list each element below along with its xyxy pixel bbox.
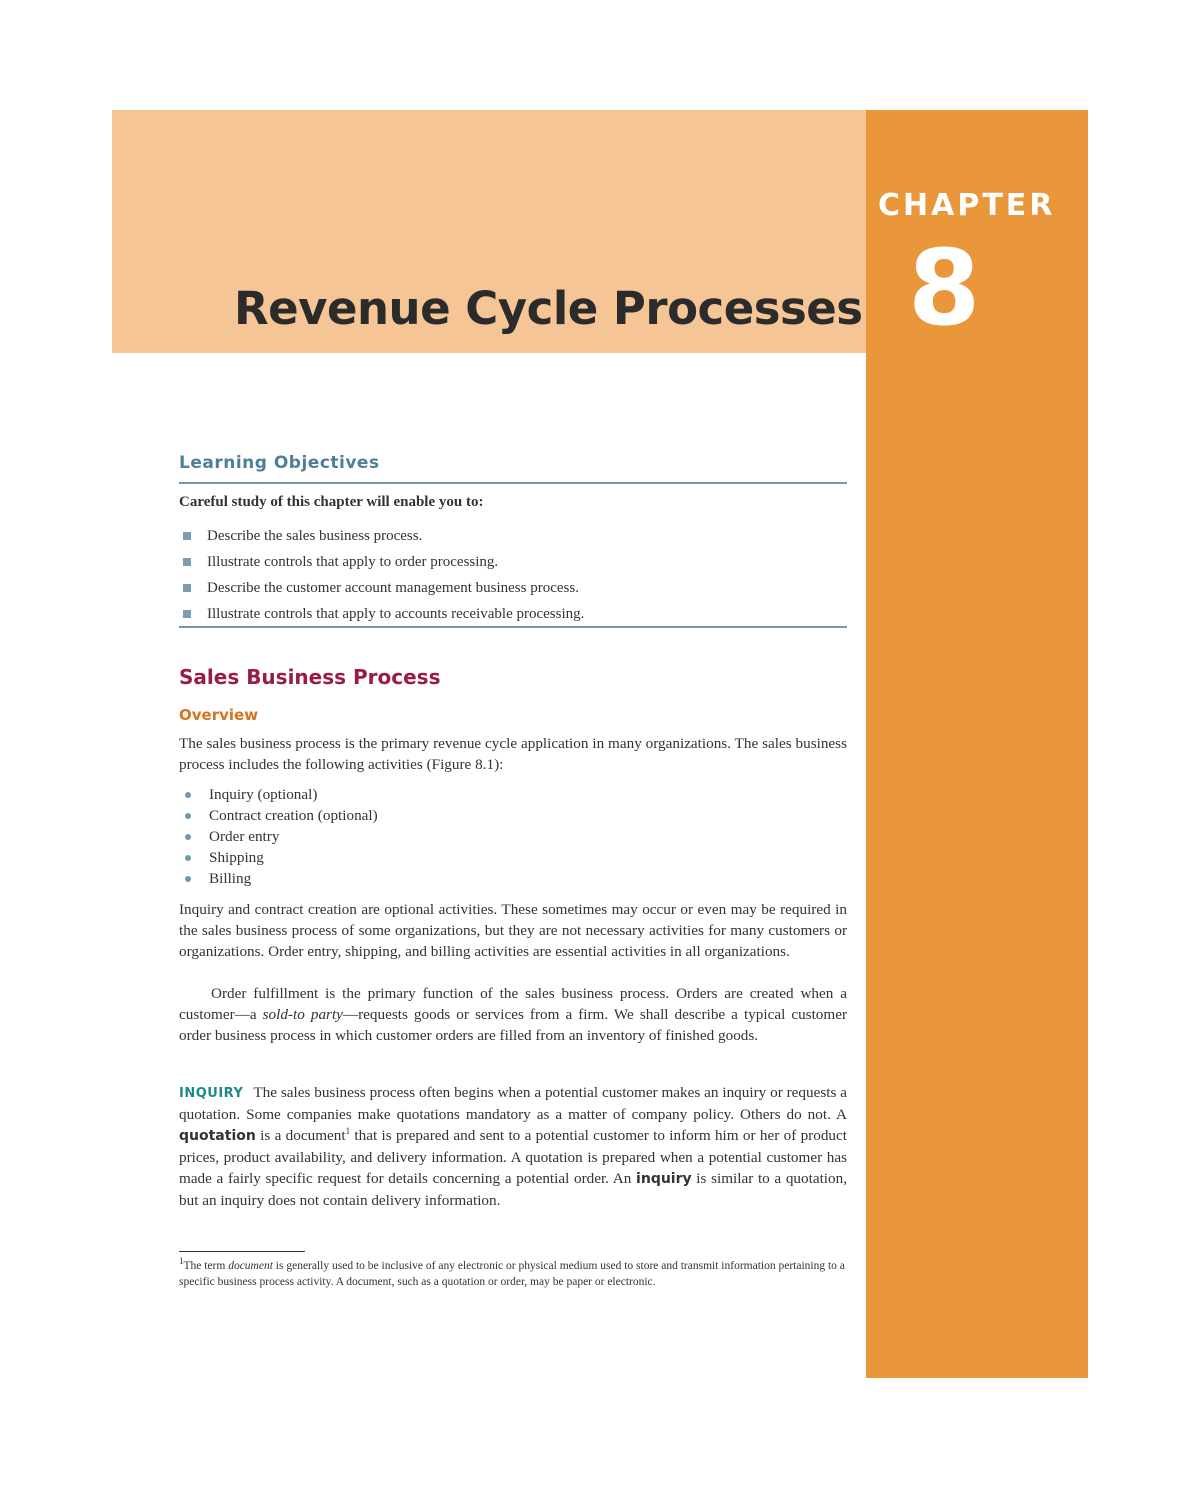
footnote-emphasis: document [228, 1260, 273, 1272]
chapter-label: CHAPTER [878, 188, 1056, 223]
intro-paragraph: The sales business process is the primary revenue cycle application in many organizations. The sales business process includes the following activities (Figure 8.1): [179, 735, 847, 773]
objectives-bottom-rule [179, 626, 847, 628]
emphasis-term: sold-to party [262, 1006, 343, 1023]
activity-item: Inquiry (optional) [179, 784, 847, 805]
keyword-quotation: quotation [179, 1128, 256, 1144]
objectives-top-rule [179, 482, 847, 484]
round-bullet-icon [185, 834, 191, 840]
activity-item: Shipping [179, 847, 847, 868]
inquiry-paragraph: INQUIRY The sales business process often begins when a potential customer makes an inquiry or requests a quotation. Some companies make quotations mandatory as a matter of company policy. Others do not. A quotation is a document$^1$ that is prepared and sent to a potential customer to inform him or her of product prices, product availability, and delivery information. A quotation is prepared when a potential customer has made a fairly specific request for details concerning a potential order. An inquiry is similar to a quotation, but an inquiry does not contain delivery information. [179, 1084, 848, 1209]
footnote: $^1$The term document is generally used to be inclusive of any electronic or physical medium used to store and transmit information pertaining to a specific business process activity. A document, such as a quotation or order, may be paper or electronic. [179, 1256, 845, 1288]
chapter-number: 8 [908, 227, 981, 349]
activity-item: Billing [179, 868, 847, 889]
square-bullet-icon [183, 584, 191, 592]
learning-objectives-intro: Careful study of this chapter will enable you to: [179, 494, 484, 510]
objective-item: Describe the customer account management business process. [179, 575, 847, 601]
objective-item: Illustrate controls that apply to order processing. [179, 549, 847, 575]
learning-objectives-heading: Learning Objectives [179, 453, 380, 473]
activity-item: Contract creation (optional) [179, 805, 847, 826]
objective-item: Illustrate controls that apply to accounts receivable processing. [179, 601, 847, 627]
square-bullet-icon [183, 532, 191, 540]
square-bullet-icon [183, 610, 191, 618]
keyword-inquiry: inquiry [636, 1171, 692, 1187]
round-bullet-icon [185, 855, 191, 861]
objective-item: Describe the sales business process. [179, 523, 847, 549]
section-heading: Sales Business Process [179, 665, 441, 689]
chapter-title: Revenue Cycle Processes [234, 282, 863, 335]
inquiry-runin-heading: INQUIRY [179, 1086, 244, 1101]
subsection-heading: Overview [179, 706, 259, 724]
footnote-rule [179, 1251, 305, 1252]
learning-objectives-list [179, 523, 847, 627]
footnote-ref: 1 [345, 1125, 351, 1136]
round-bullet-icon [185, 792, 191, 798]
order-fulfillment-paragraph: Order fulfillment is the primary function of the sales business process. Orders are created when a customer—a sold-to party—requests goods or services from a firm. We shall describe a typical customer order business process in which customer orders are filled from an inventory of finished goods. [179, 985, 847, 1044]
square-bullet-icon [183, 558, 191, 566]
activities-list [179, 784, 847, 889]
optional-activities-paragraph: Inquiry and contract creation are optional activities. These sometimes may occur or even may be required in the sales business process of some organizations, but they are not necessary activities for many customers or organizations. Order entry, shipping, and billing activities are essential activities in all organizations. [179, 901, 847, 960]
activity-item: Order entry [179, 826, 847, 847]
round-bullet-icon [185, 813, 191, 819]
round-bullet-icon [185, 876, 191, 882]
